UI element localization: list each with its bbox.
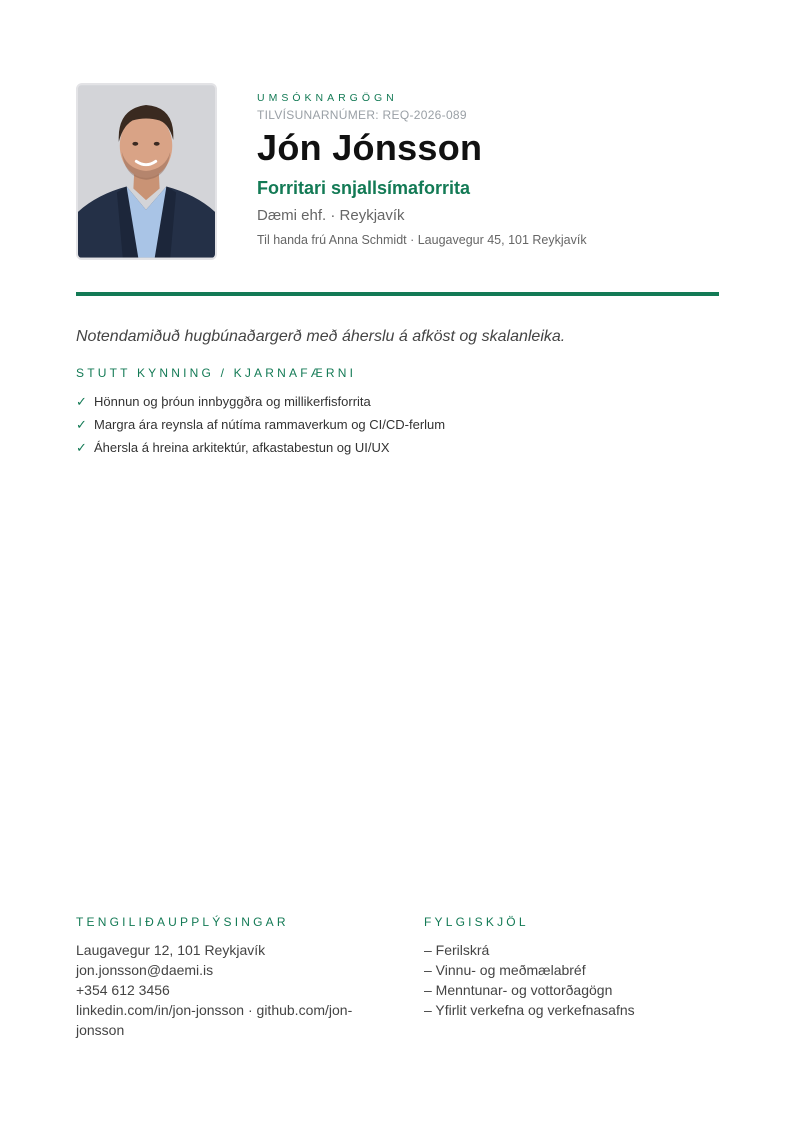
list-item: – Yfirlit verkefna og verkefnasafns	[424, 1002, 635, 1018]
list-item	[76, 413, 719, 436]
skill-text: Margra ára reynsla af nútíma rammaverkum og CI/CD-ferlum	[94, 417, 446, 432]
applicant-name: Jón Jónsson	[257, 127, 483, 168]
skill-text: Áhersla á hreina arkitektúr, afkastabestun og UI/UX	[94, 440, 390, 455]
list-item: – Vinnu- og meðmælabréf	[424, 962, 586, 978]
attachments-title: FYLGISKJÖL	[424, 915, 529, 929]
list-item	[76, 390, 719, 413]
contact-address: Laugavegur 12, 101 Reykjavík	[76, 942, 266, 958]
profile-photo	[76, 83, 217, 260]
contact-title: TENGILIÐAUPPLÝSINGAR	[76, 915, 289, 929]
list-item: – Menntunar- og vottorðagögn	[424, 982, 613, 998]
skills-section	[76, 366, 719, 459]
header	[257, 90, 727, 247]
attachments-section	[424, 915, 724, 1020]
skills-list	[76, 390, 719, 459]
reference-number: TILVÍSUNARNÚMER: REQ-2026-089	[257, 108, 467, 122]
contact-phone[interactable]: +354 612 3456	[76, 982, 170, 998]
job-title: Forritari snjallsímaforrita	[257, 178, 471, 198]
company-location: Dæmi ehf. · Reykjavík	[257, 207, 405, 224]
check-icon: ✓	[76, 440, 87, 455]
list-item	[76, 436, 719, 459]
contact-links[interactable]: linkedin.com/in/jon-jonsson · github.com/jon-jonsson	[76, 1002, 353, 1038]
portrait-image	[78, 85, 215, 258]
skills-title: STUTT KYNNING / KJARNAFÆRNI	[76, 366, 357, 380]
skill-text: Hönnun og þróun innbyggðra og millikerfisforrita	[94, 394, 371, 409]
recipient-line: Til handa frú Anna Schmidt · Laugavegur 45, 101 Reykjavík	[257, 233, 587, 247]
check-icon: ✓	[76, 417, 87, 432]
contact-section	[76, 915, 366, 1040]
contact-email[interactable]: jon.jonsson@daemi.is	[76, 962, 214, 978]
tagline: Notendamiðuð hugbúnaðargerð með áherslu á afköst og skalanleika.	[76, 328, 566, 345]
document-type-label: UMSÓKNARGÖGN	[257, 92, 398, 104]
check-icon: ✓	[76, 394, 87, 409]
list-item: – Ferilskrá	[424, 942, 490, 958]
header-divider	[76, 292, 719, 296]
